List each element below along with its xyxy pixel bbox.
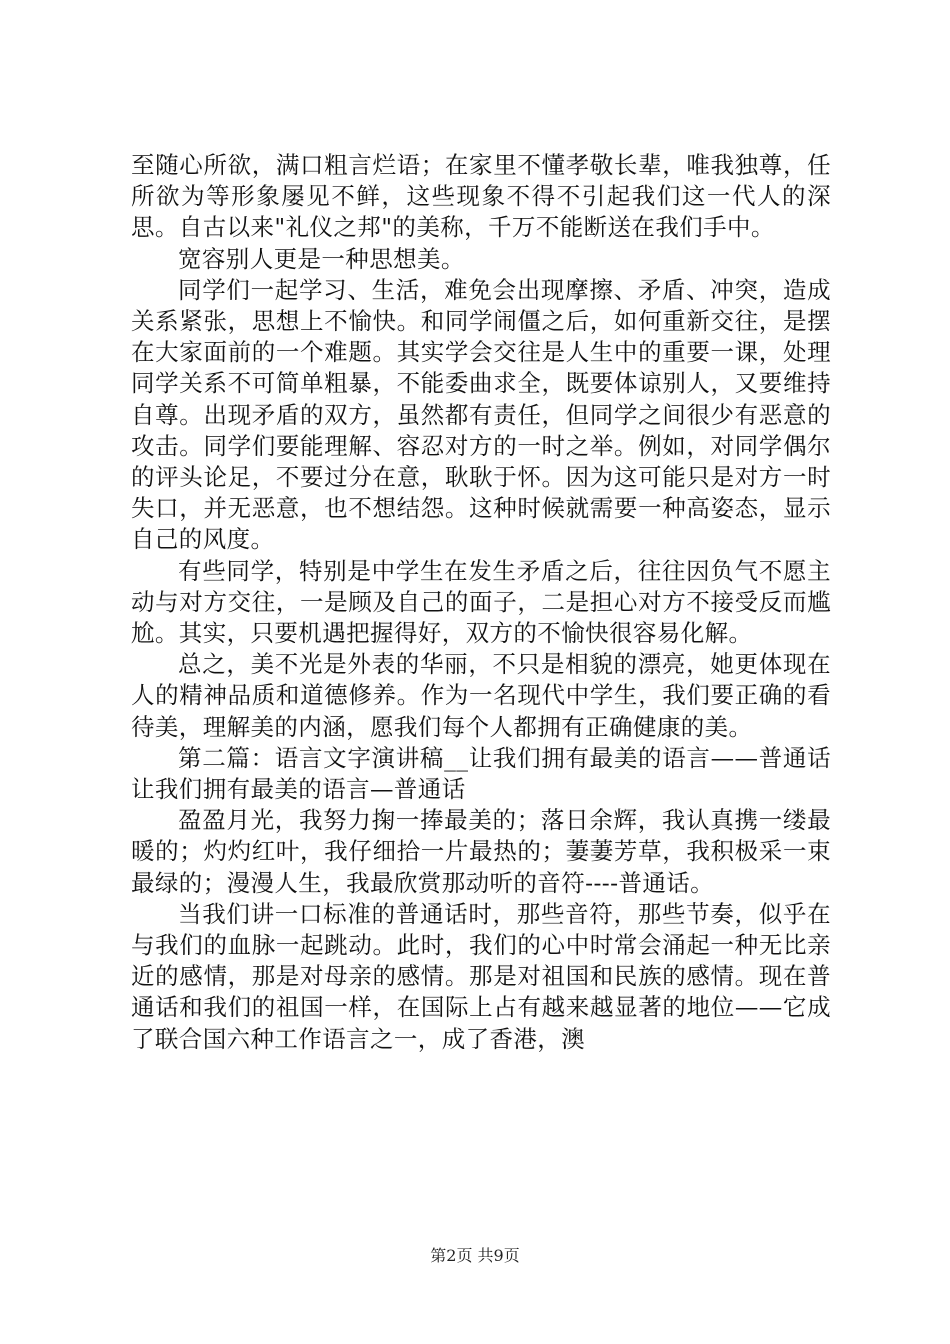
paragraph: 宽容别人更是一种思想美。 bbox=[178, 244, 465, 273]
paragraph: 有些同学，特别是中学生在发生矛盾之后，往往因负气不愿主动与对方交往，一是顾及自己的面子，二是担心对方不接受反而尴尬。其实，只要机遇把握得好，双方的不愉快很容易化解。 bbox=[131, 556, 831, 648]
paragraph: 同学们一起学习、生活，难免会出现摩擦、矛盾、冲突，造成关系紧张，思想上不愉快。和同学闹僵之后，如何重新交往，是摆在大家面前的一个难题。其实学会交往是人生中的重要一课，处理同学关系不可简单粗暴，不能委曲求全，既要体谅别人，又要维持自尊。出现矛盾的双方，虽然都有责任，但同学之间很少有恶意的攻击。同学们要能理解、容忍对方的一时之举。例如，对同学偶尔的评头论足，不要过分在意，耿耿于怀。因为这可能只是对方一时失口，并无恶意，也不想结怨。这种时候就需要一种高姿态，显示自己的风度。 bbox=[131, 275, 831, 554]
paragraph: 至随心所欲，满口粗言烂语；在家里不懂孝敬长辈，唯我独尊，任所欲为等形象屡见不鲜，这些现象不得不引起我们这一代人的深思。自古以来"礼仪之邦"的美称，千万不能断送在我们手中。 bbox=[131, 151, 831, 242]
section-heading: 第二篇：语言文字演讲稿__让我们拥有最美的语言——普通话让我们拥有最美的语言—普通话 bbox=[131, 743, 831, 804]
paragraph: 当我们讲一口标准的普通话时，那些音符，那些节奏，似乎在与我们的血脉一起跳动。此时，我们的心中时常会涌起一种无比亲近的感情，那是对母亲的感情。那是对祖国和民族的感情。现在普通话和我们的祖国一样，在国际上占有越来越显著的地位——它成了联合国六种工作语言之一，成了香港，澳 bbox=[131, 899, 831, 1053]
page-number-footer: 第2页 共9页 bbox=[430, 1246, 520, 1265]
paragraph: 总之，美不光是外表的华丽，不只是相貌的漂亮，她更体现在人的精神品质和道德修养。作为一名现代中学生，我们要正确的看待美，理解美的内涵，愿我们每个人都拥有正确健康的美。 bbox=[131, 650, 831, 741]
body-text bbox=[131, 150, 831, 1055]
paragraph: 盈盈月光，我努力掬一捧最美的；落日余辉，我认真携一缕最暖的；灼灼红叶，我仔细拾一片最热的；萋萋芳草，我积极采一束最绿的；漫漫人生，我最欣赏那动听的音符----普通话。 bbox=[131, 806, 831, 897]
